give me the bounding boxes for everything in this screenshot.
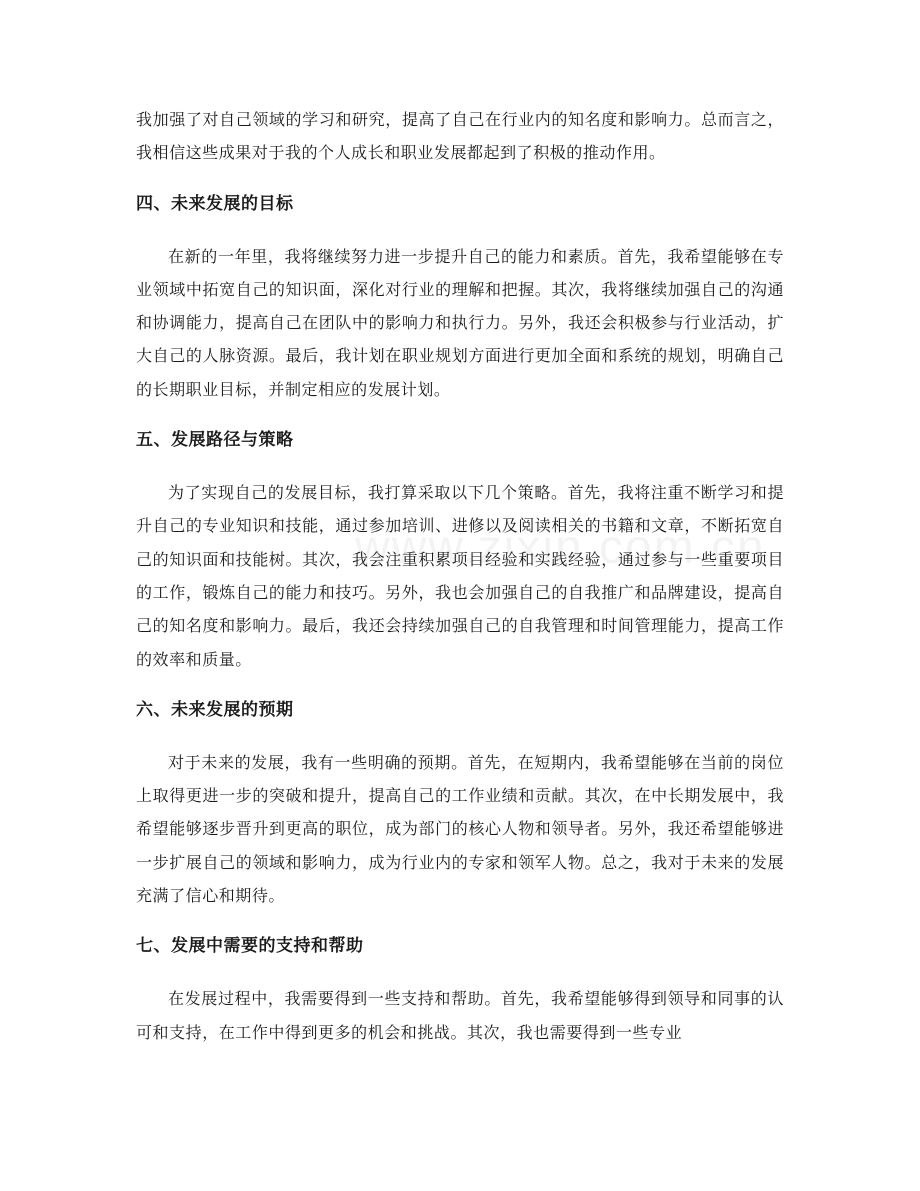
section-body-strategy: 为了实现自己的发展目标，我打算采取以下几个策略。首先，我将注重不断学习和提升自己的专业知识和技能，通过参加培训、进修以及阅读相关的书籍和文章，不断拓宽自己的知识面和技能树。其次，我会注重积累项目经验和实践经验，通过参与一些重要项目的工作，锻炼自己的能力和技巧。另外，我也会加强自己的自我推广和品牌建设，提高自己的知名度和影响力。最后，我还会持续加强自己的自我管理和时间管理能力，提高工作的效率和质量。 (136, 483, 784, 669)
section-body-support: 在发展过程中，我需要得到一些支持和帮助。首先，我希望能够得到领导和同事的认可和支持，在工作中得到更多的机会和挑战。其次，我也需要得到一些专业 (136, 989, 784, 1042)
document-body (136, 103, 784, 1049)
section-heading-support: 七、发展中需要的支持和帮助 (136, 936, 364, 957)
section-body-expectations: 对于未来的发展，我有一些明确的预期。首先，在短期内，我希望能够在当前的岗位上取得更进一步的突破和提升，提高自己的工作业绩和贡献。其次，在中长期发展中，我希望能够逐步晋升到更高的职位，成为部门的核心人物和领导者。另外，我还希望能够进一步扩展自己的领域和影响力，成为行业内的专家和领军人物。总之，我对于未来的发展充满了信心和期待。 (136, 752, 784, 906)
section-body-goals: 在新的一年里，我将继续努力进一步提升自己的能力和素质。首先，我希望能够在专业领域中拓宽自己的知识面，深化对行业的理解和把握。其次，我将继续加强自己的沟通和协调能力，提高自己在团队中的影响力和执行力。另外，我还会积极参与行业活动，扩大自己的人脉资源。最后，我计划在职业规划方面进行更加全面和系统的规划，明确自己的长期职业目标，并制定相应的发展计划。 (136, 246, 784, 399)
section-heading-goals: 四、未来发展的目标 (136, 193, 294, 214)
section-heading-expectations: 六、未来发展的预期 (136, 699, 294, 720)
section-heading-strategy: 五、发展路径与策略 (136, 430, 294, 451)
intro-paragraph: 我加强了对自己领域的学习和研究，提高了自己在行业内的知名度和影响力。总而言之，我相信这些成果对于我的个人成长和职业发展都起到了积极的推动作用。 (136, 110, 784, 163)
